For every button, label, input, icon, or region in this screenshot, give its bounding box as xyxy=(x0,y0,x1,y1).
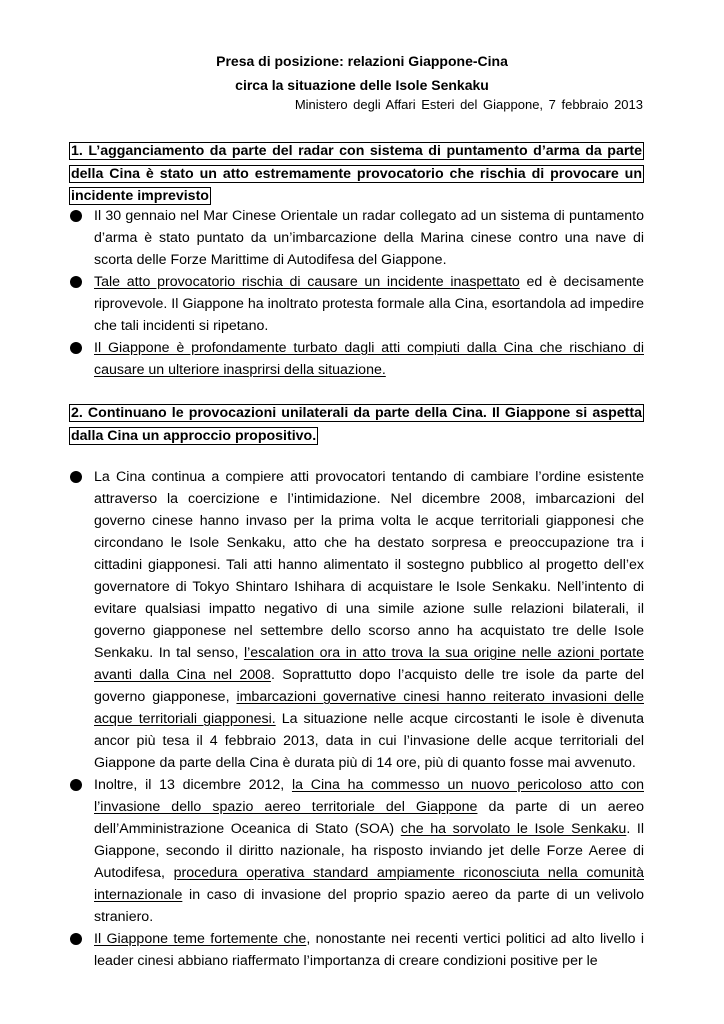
underlined-text: imbarcazioni governative cinesi hanno reiterato invasioni delle acque territoriali giapponesi. xyxy=(94,689,644,727)
document-title-line-1: Presa di posizione: relazioni Giappone-Cina xyxy=(216,53,508,69)
list-item xyxy=(69,271,644,337)
list-item xyxy=(69,337,644,381)
paragraph-text: La Cina continua a compiere atti provocatori tentando di cambiare l’ordine esistente attraverso la coercizione e l’intimidazione. Nel dicembre 2008, imbarcazioni del governo cinese hanno invaso per la prima volta le acque territoriali giapponesi che circondano le Isole Senkaku, atto che ha destato sorpresa e preoccupazione tra i cittadini giapponesi. Tali atti hanno alimentato il sostegno pubblico al progetto dell’ex governatore di Tokyo Shintaro Ishihara di acquistare le Isole Senkaku. Nell’intento di evitare qualsiasi impatto negativo di una simile azione sulle relazioni bilaterali, il governo giapponese nel settembre dello scorso anno ha acquistato tre delle Isole Senkaku. In tal senso, xyxy=(94,469,644,661)
paragraph-text: , nonostante nei recenti vertici politici ad alto livello i leader cinesi abbiano riaffermato l’importanza di creare condizioni positive per le xyxy=(94,931,644,969)
section-2-bullet-list xyxy=(69,466,644,972)
bullet-icon xyxy=(70,779,82,791)
list-item xyxy=(69,466,644,774)
list-item xyxy=(69,928,644,972)
underlined-text: la Cina ha commesso un nuovo pericoloso atto con l’invasione dello spazio aereo territoriale del Giappone xyxy=(94,777,644,815)
paragraph-text: ed è decisamente riprovevole. Il Giappone ha inoltrato protesta formale alla Cina, esortandola ad impedire che tali incidenti si ripetano. xyxy=(94,274,644,334)
underlined-text: che ha sorvolato le Isole Senkaku xyxy=(400,821,627,837)
underlined-text: Tale atto provocatorio rischia di causare un incidente inaspettato xyxy=(94,274,520,290)
paragraph-text: in caso di invasione del proprio spazio aereo da parte di un velivolo straniero. xyxy=(94,887,644,925)
section-1-heading xyxy=(69,140,644,208)
paragraph-text: La situazione nelle acque circostanti le isole è divenuta ancor più tesa il 4 febbraio 2013, data in cui l’invasione delle acque territoriali del Giappone da parte della Cina è durata più di 14 ore, più di quanto fosse mai avvenuto. xyxy=(94,711,645,771)
section-1-heading-text: 1. L’agganciamento da parte del radar con sistema di puntamento d’arma da parte della Cina è stato un atto estremamente provocatorio che rischia di provocare un incidente imprevisto xyxy=(71,143,642,204)
section-1-bullet-list xyxy=(69,205,644,381)
paragraph-text: Inoltre, il 13 dicembre 2012, xyxy=(94,777,292,793)
section-2-heading xyxy=(69,402,644,447)
underlined-text: l’escalation ora in atto trova la sua origine nelle azioni portate avanti dalla Cina nel 2008 xyxy=(94,645,644,683)
bullet-icon xyxy=(70,471,82,483)
paragraph-text: . Soprattutto dopo l’acquisto delle tre isole da parte del governo giapponese, xyxy=(94,667,645,705)
paragraph-text: Il 30 gennaio nel Mar Cinese Orientale un radar collegato ad un sistema di puntamento d’arma è stato puntato da un’imbarcazione della Marina cinese contro una nave di scorta delle Forze Marittime di Autodifesa del Giappone. xyxy=(94,208,644,268)
bullet-icon xyxy=(70,933,82,945)
bullet-icon xyxy=(70,276,82,288)
underlined-text: Il Giappone teme fortemente che xyxy=(94,931,307,947)
bullet-icon xyxy=(70,210,82,222)
ministry-date: Ministero degli Affari Esteri del Giappone, 7 febbraio 2013 xyxy=(294,97,643,112)
paragraph-text: . Il Giappone, secondo il diritto nazionale, ha risposto inviando jet delle Forze Aeree di Autodifesa, xyxy=(94,821,644,881)
paragraph-text: da parte di un aereo dell’Amministrazione Oceanica di Stato (SOA) xyxy=(94,799,645,837)
list-item xyxy=(69,205,644,271)
section-2-heading-text: 2. Continuano le provocazioni unilaterali da parte della Cina. Il Giappone si aspetta dalla Cina un approccio propositivo. xyxy=(71,405,642,444)
underlined-text: Il Giappone è profondamente turbato dagli atti compiuti dalla Cina che rischiano di causare un ulteriore inasprirsi della situazione. xyxy=(94,340,644,378)
list-item xyxy=(69,774,644,928)
document-title-line-2: circa la situazione delle Isole Senkaku xyxy=(235,77,489,93)
underlined-text: procedura operativa standard ampiamente riconosciuta nella comunità internazionale xyxy=(94,865,644,903)
bullet-icon xyxy=(70,342,82,354)
